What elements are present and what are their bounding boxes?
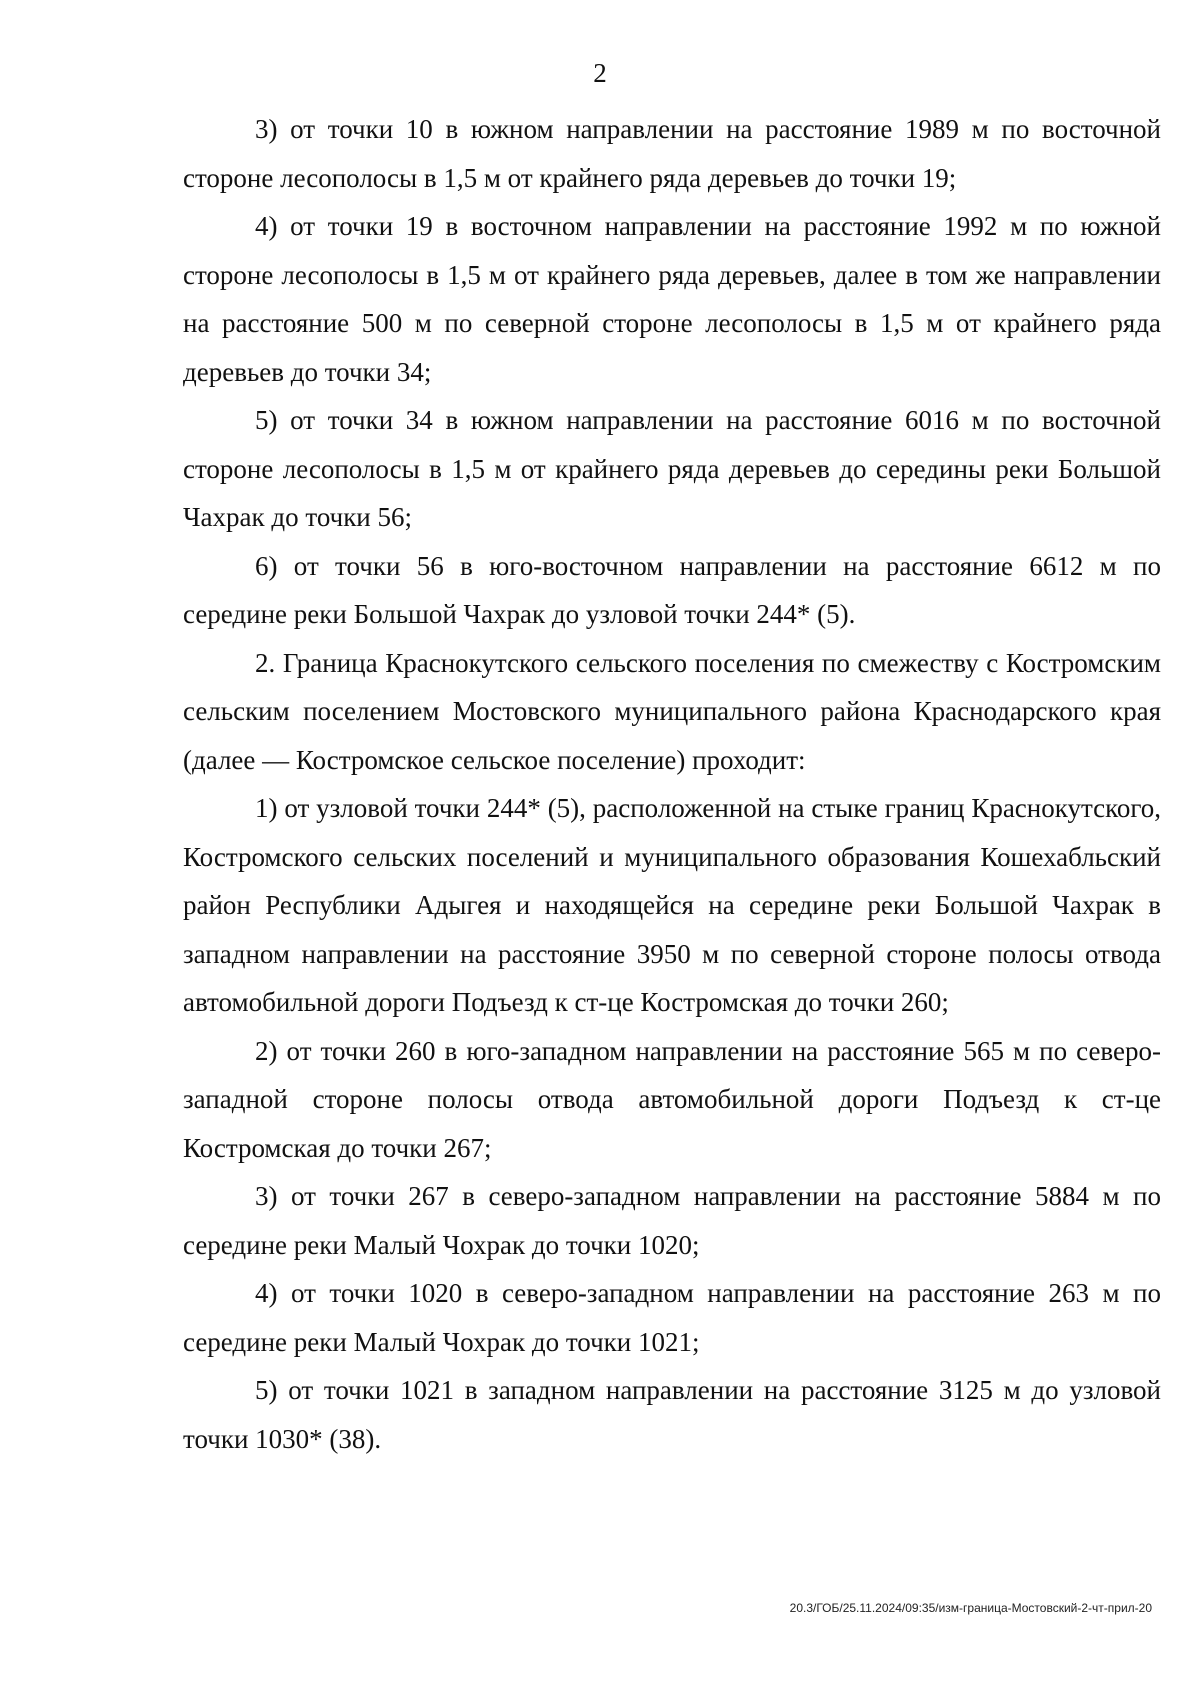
paragraph-1-point-244: 1) от узловой точки 244* (5), расположенной на стыке границ Краснокутского, Костромского сельских поселений и муниципального образования Кошехабльский район Республики Адыгея и находящейся на середине реки Большой Чахрак в западном направлении на расстояние 3950 м по северной стороне полосы отвода автомобильной дороги Подъезд к ст-це Костромская до точки 260; [183,793,1161,1017]
paragraph-2-point-260: 2) от точки 260 в юго-западном направлении на расстояние 565 м по северо-западной стороне полосы отвода автомобильной дороги Подъезд к ст-це Костромская до точки 267; [183,1035,1161,1163]
paragraph-4-point-1020: 4) от точки 1020 в северо-западном направлении на расстояние 263 м по середине реки Малый Чохрак до точки 1021; [183,1278,1161,1357]
paragraph-6-point-56: 6) от точки 56 в юго-восточном направлении на расстояние 6612 м по середине реки Большой Чахрак до узловой точки 244* (5). [183,550,1161,629]
paragraph-4-point-19: 4) от точки 19 в восточном направлении на расстояние 1992 м по южной стороне лесополосы в 1,5 м от крайнего ряда деревьев, далее в том же направлении на расстояние 500 м по северной стороне лесополосы в 1,5 м от крайнего ряда деревьев до точки 34; [183,211,1161,387]
paragraph-3-point-10: 3) от точки 10 в южном направлении на расстояние 1989 м по восточной стороне лесополосы в 1,5 м от крайнего ряда деревьев до точки 19; [183,114,1161,193]
section-2-heading-paragraph: 2. Граница Краснокутского сельского поселения по смежеству с Костромским сельским поселением Мостовского муниципального района Краснодарского края (далее — Костромское сельское поселение) проходит: [183,647,1161,775]
paragraph-5-point-1021: 5) от точки 1021 в западном направлении на расстояние 3125 м до узловой точки 1030* (38). [183,1375,1161,1454]
paragraph-3-point-267: 3) от точки 267 в северо-западном направлении на расстояние 5884 м по середине реки Малый Чохрак до точки 1020; [183,1181,1161,1260]
document-body [183,105,1161,1463]
paragraph-5-point-34: 5) от точки 34 в южном направлении на расстояние 6016 м по восточной стороне лесополосы в 1,5 м от крайнего ряда деревьев до середины реки Большой Чахрак до точки 56; [183,405,1161,532]
page-number: 2 [593,58,607,88]
document-footer-reference: 20.3/ГОБ/25.11.2024/09:35/изм-граница-Мостовский-2-чт-прил-20 [789,1601,1152,1615]
